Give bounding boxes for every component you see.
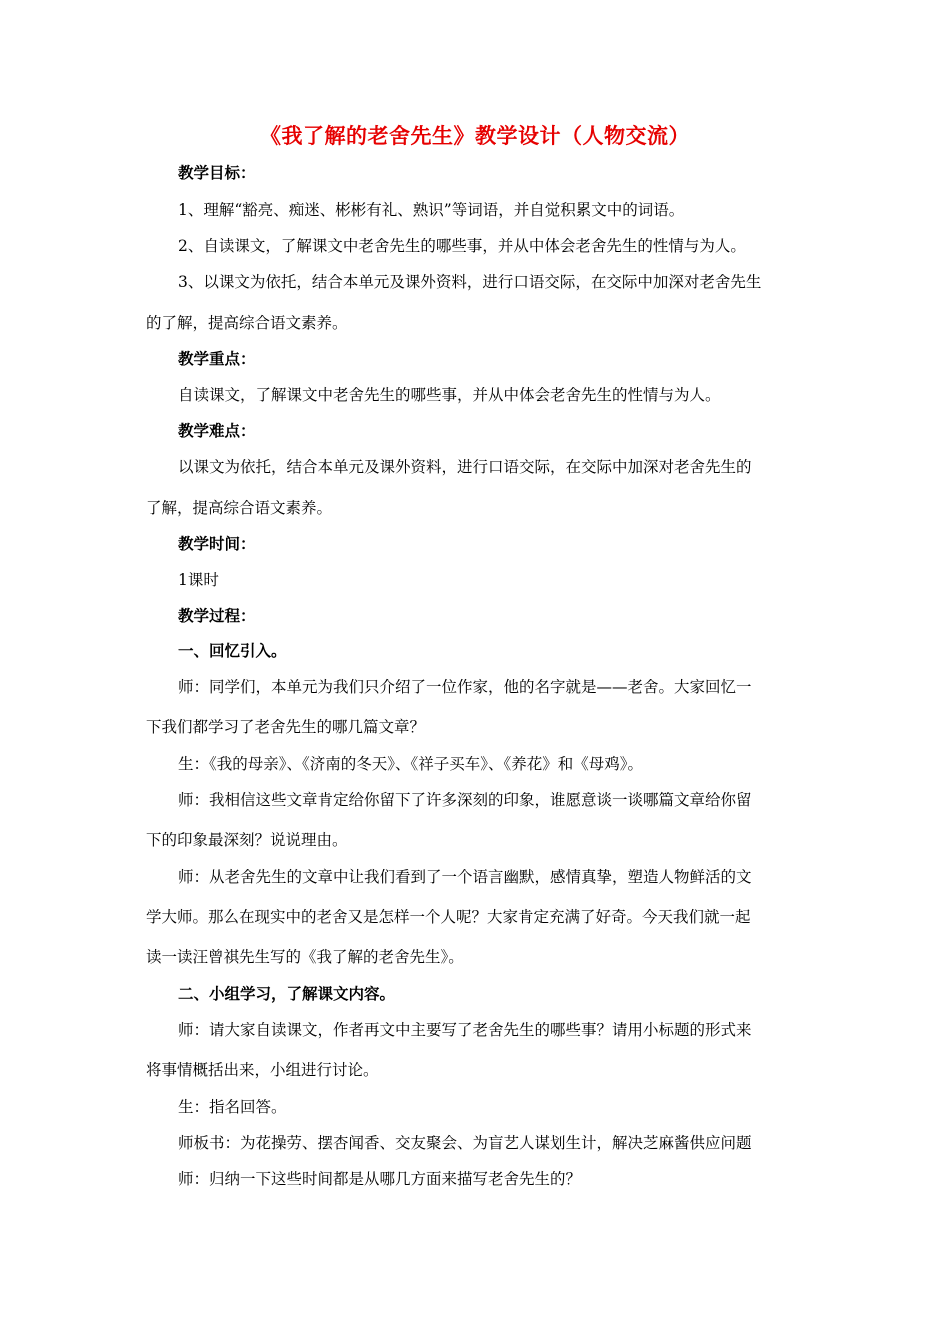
paragraph-3-line-2: 下的印象最深刻？说说理由。 [146, 831, 348, 849]
goal-2: 2、自读课文，了解课文中老舍先生的哪些事，并从中体会老舍先生的性情与为人。 [178, 237, 746, 255]
paragraph-2: 生：《我的母亲》、《济南的冬天》、《祥子买车》、《养花》和《母鸡》。 [178, 755, 644, 773]
difficulty-heading: 教学难点： [178, 421, 256, 440]
part-2-heading: 二、小组学习，了解课文内容。 [178, 984, 396, 1003]
part-1-heading: 一、回忆引入。 [178, 641, 287, 660]
paragraph-8: 师：归纳一下这些时间都是从哪几方面来描写老舍先生的？ [178, 1170, 582, 1188]
paragraph-4-line-2: 学大师。那么在现实中的老舍又是怎样一个人呢？大家肯定充满了好奇。今天我们就一起 [146, 908, 751, 926]
document-title: 《我了解的老舍先生》教学设计（人物交流） [260, 123, 690, 148]
process-heading: 教学过程： [178, 606, 256, 625]
paragraph-1-line-2: 下我们都学习了老舍先生的哪几篇文章？ [146, 718, 426, 736]
goal-1: 1、理解“豁亮、痴迷、彬彬有礼、熟识”等词语，并自觉积累文中的词语。 [178, 201, 685, 219]
paragraph-7: 师板书：为花操劳、摆杏闻香、交友聚会、为盲艺人谋划生计，解决芝麻酱供应问题 [178, 1134, 752, 1152]
difficulty-line-1: 以课文为依托，结合本单元及课外资料，进行口语交际，在交际中加深对老舍先生的 [178, 458, 752, 476]
paragraph-5-line-2: 将事情概括出来，小组进行讨论。 [146, 1061, 379, 1079]
goal-3-line-1: 3、以课文为依托，结合本单元及课外资料，进行口语交际，在交际中加深对老舍先生 [178, 273, 762, 291]
paragraph-6: 生：指名回答。 [178, 1098, 287, 1116]
goal-3-line-2: 的了解，提高综合语文素养。 [146, 314, 348, 332]
paragraph-4-line-1: 师：从老舍先生的文章中让我们看到了一个语言幽默，感情真挚，塑造人物鲜活的文 [178, 868, 752, 886]
time-text: 1课时 [178, 571, 219, 589]
goals-heading: 教学目标： [178, 163, 256, 182]
time-heading: 教学时间： [178, 534, 256, 553]
key-heading: 教学重点： [178, 349, 256, 368]
difficulty-line-2: 了解，提高综合语文素养。 [146, 499, 333, 517]
paragraph-1-line-1: 师：同学们，本单元为我们只介绍了一位作家，他的名字就是——老舍。大家回忆一 [178, 678, 752, 696]
paragraph-5-line-1: 师：请大家自读课文，作者再文中主要写了老舍先生的哪些事？请用小标题的形式来 [178, 1021, 752, 1039]
paragraph-4-line-3: 读一读汪曾祺先生写的《我了解的老舍先生》。 [146, 948, 464, 966]
paragraph-3-line-1: 师：我相信这些文章肯定给你留下了许多深刻的印象，谁愿意谈一谈哪篇文章给你留 [178, 791, 752, 809]
key-text: 自读课文，了解课文中老舍先生的哪些事，并从中体会老舍先生的性情与为人。 [178, 386, 721, 404]
